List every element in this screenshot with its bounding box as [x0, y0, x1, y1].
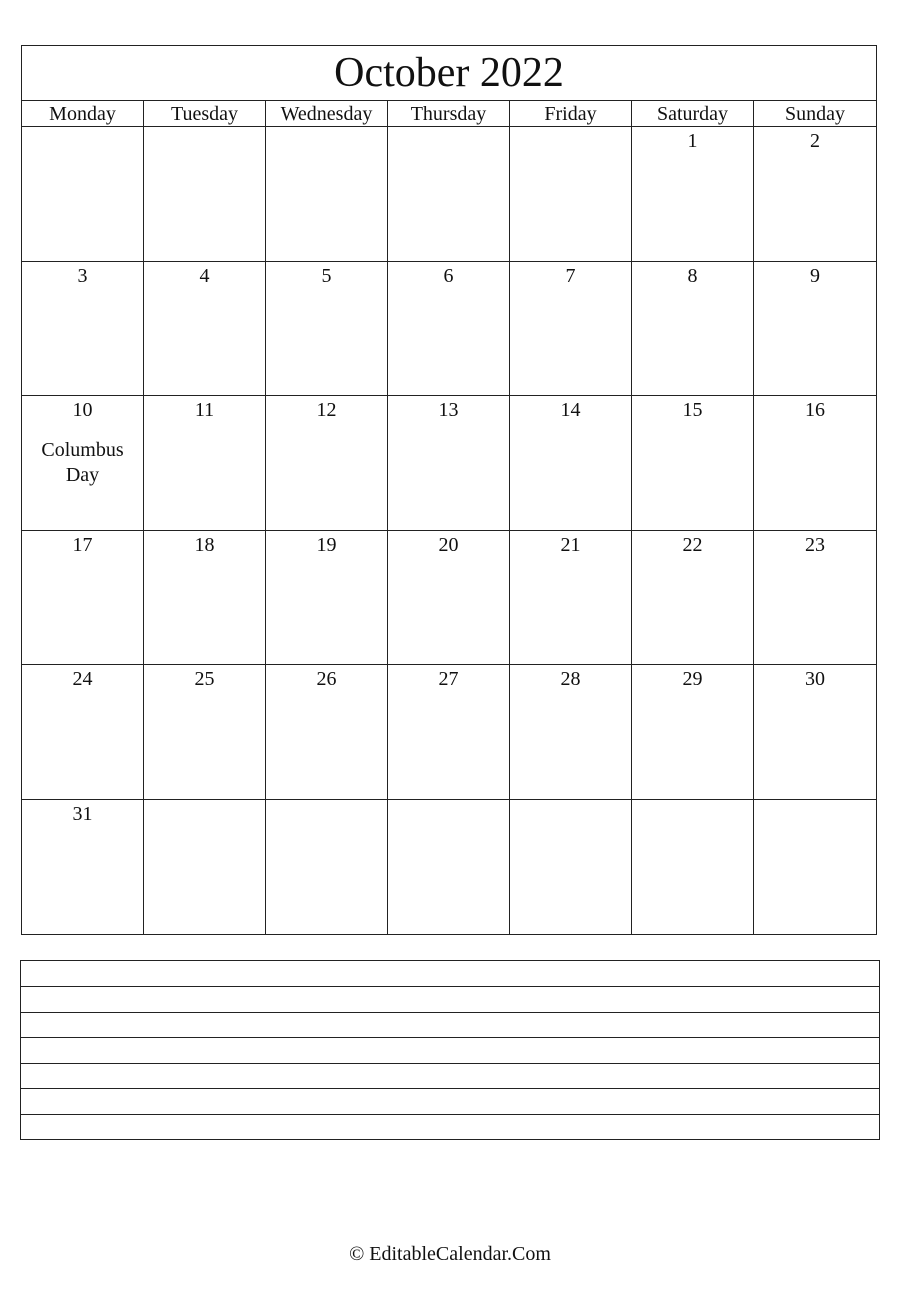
day-cell — [510, 800, 632, 935]
day-cell — [266, 127, 388, 262]
day-number — [632, 802, 753, 826]
day-number — [144, 129, 265, 153]
day-cell — [388, 665, 510, 800]
day-cell — [632, 127, 754, 262]
day-number — [388, 802, 509, 826]
note-line — [21, 1063, 879, 1064]
day-cell — [388, 800, 510, 935]
weekday-friday: Friday — [510, 101, 632, 127]
day-grid — [22, 127, 876, 934]
day-number: 6 — [443, 264, 454, 287]
day-cell — [510, 396, 632, 531]
day-number: 19 — [316, 533, 337, 556]
day-number: 28 — [560, 668, 581, 690]
day-cell — [388, 262, 510, 397]
notes-box — [20, 960, 880, 1140]
day-number: 27 — [438, 668, 459, 690]
day-cell — [144, 262, 266, 397]
day-number — [266, 802, 387, 826]
day-number: 2 — [810, 130, 820, 152]
day-number — [510, 129, 631, 153]
day-number: 13 — [438, 399, 459, 421]
day-number: 24 — [72, 668, 93, 690]
day-number: 11 — [194, 399, 215, 421]
day-cell — [754, 531, 876, 666]
day-number: 3 — [77, 264, 88, 287]
weekday-sunday: Sunday — [785, 103, 845, 125]
day-number: 4 — [199, 264, 210, 287]
day-cell — [632, 396, 754, 531]
day-cell — [144, 531, 266, 666]
holiday-label: Columbus Day — [41, 439, 124, 486]
day-number: 10 — [72, 399, 93, 421]
day-number — [510, 802, 631, 826]
calendar-table — [21, 45, 877, 935]
day-number: 21 — [560, 533, 581, 556]
day-cell — [144, 396, 266, 531]
day-cell — [632, 800, 754, 935]
day-cell — [510, 127, 632, 262]
day-cell — [144, 800, 266, 935]
day-number: 20 — [438, 533, 459, 556]
footer-copyright: © EditableCalendar.Com — [349, 1243, 551, 1265]
note-line — [21, 1088, 879, 1089]
day-cell — [510, 262, 632, 397]
weekday-monday: Monday — [22, 101, 144, 127]
day-cell — [754, 262, 876, 397]
day-cell — [22, 396, 144, 531]
day-number: 16 — [805, 399, 825, 421]
day-number: 30 — [805, 668, 825, 690]
day-number: 15 — [682, 399, 703, 421]
day-cell — [754, 127, 876, 262]
day-cell — [266, 665, 388, 800]
weekday-wednesday: Wednesday — [266, 101, 388, 127]
day-number: 1 — [687, 130, 698, 152]
day-cell — [266, 531, 388, 666]
day-number: 14 — [560, 399, 581, 421]
weekday-thursday: Thursday — [388, 101, 510, 127]
day-cell — [388, 396, 510, 531]
day-cell — [632, 531, 754, 666]
day-number: 26 — [316, 668, 337, 690]
day-cell — [266, 396, 388, 531]
day-cell — [754, 800, 876, 935]
day-number: 25 — [194, 668, 215, 690]
day-number: 7 — [565, 264, 576, 287]
day-cell — [388, 531, 510, 666]
note-line — [21, 1114, 879, 1115]
day-number: 17 — [72, 533, 93, 556]
day-number: 18 — [194, 533, 215, 556]
weekday-header-row — [22, 101, 876, 127]
day-cell — [144, 665, 266, 800]
day-cell — [22, 262, 144, 397]
day-number — [144, 802, 265, 826]
note-line — [21, 1012, 879, 1013]
day-cell — [266, 800, 388, 935]
note-line — [21, 986, 879, 987]
day-number: 23 — [805, 533, 825, 556]
day-number: 9 — [810, 264, 820, 287]
day-number: 5 — [321, 264, 332, 287]
day-cell — [754, 665, 876, 800]
day-number: 22 — [682, 533, 703, 556]
day-number — [388, 129, 509, 153]
day-cell — [144, 127, 266, 262]
day-number — [754, 802, 876, 826]
calendar-title: October 2022 — [22, 46, 876, 101]
day-cell — [22, 800, 144, 935]
day-number — [266, 129, 387, 153]
day-cell — [510, 531, 632, 666]
day-cell — [388, 127, 510, 262]
note-line — [21, 1037, 879, 1038]
day-cell — [22, 665, 144, 800]
day-number: 29 — [682, 668, 703, 690]
day-number: 31 — [72, 802, 93, 825]
weekday-saturday: Saturday — [632, 101, 754, 127]
day-number: 12 — [316, 399, 337, 421]
weekday-tuesday: Tuesday — [144, 101, 266, 127]
day-cell — [510, 665, 632, 800]
day-cell — [754, 396, 876, 531]
day-cell — [632, 262, 754, 397]
day-number: 8 — [687, 264, 698, 287]
day-cell — [22, 531, 144, 666]
day-cell — [22, 127, 144, 262]
day-cell — [632, 665, 754, 800]
day-number — [22, 129, 143, 153]
day-cell — [266, 262, 388, 397]
